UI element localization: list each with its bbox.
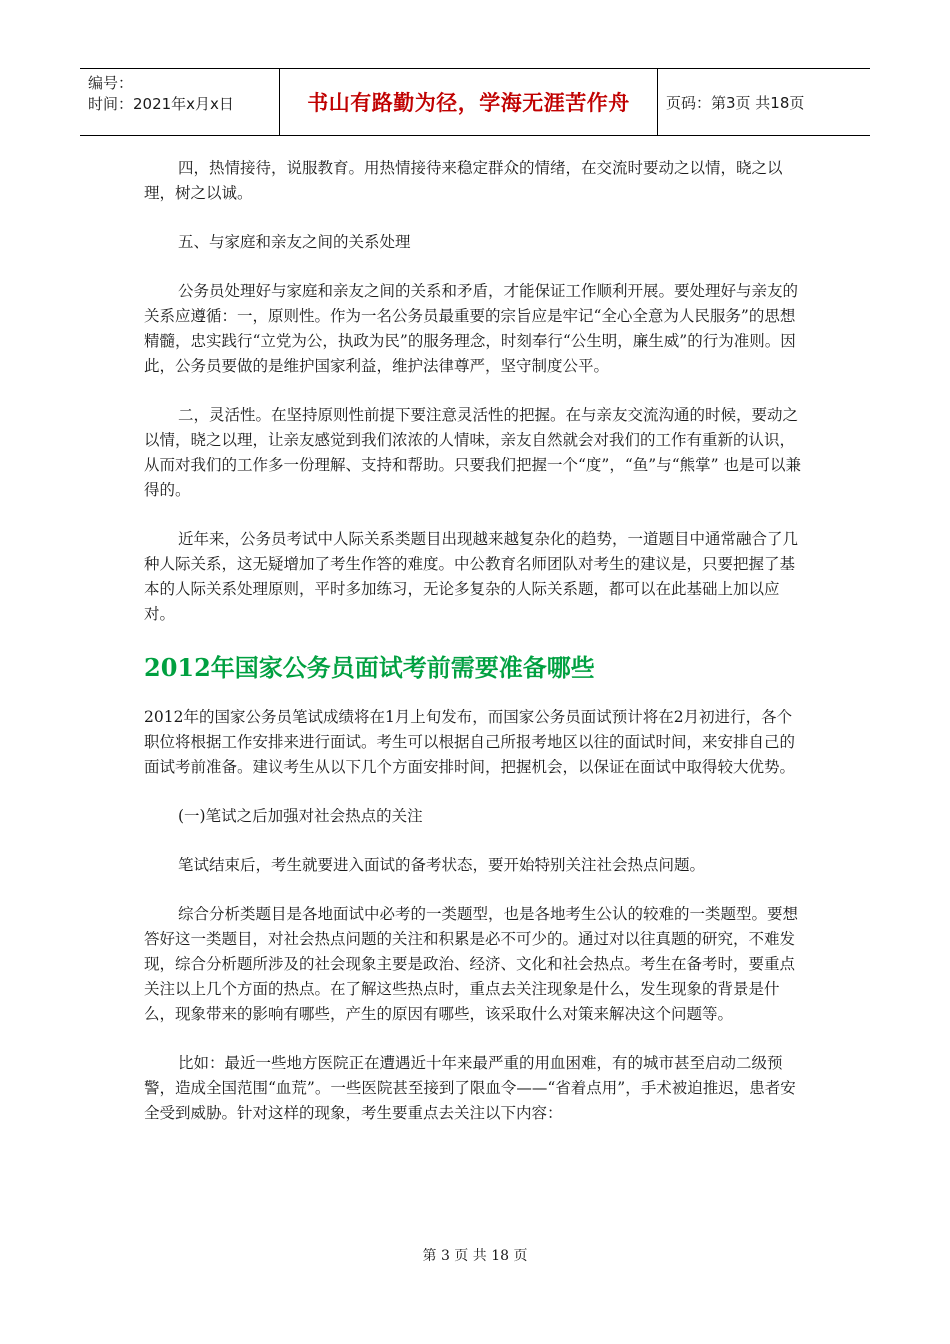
paragraph: 近年来，公务员考试中人际关系类题目出现越来越复杂化的趋势，一道题目中通常融合了几种人际关系，这无疑增加了考生作答的难度。中公教育名师团队对考生的建议是，只要把握了基本的人际关系处理原则，平时多加练习，无论多复杂的人际关系题，都可以在此基础上加以应对。: [144, 530, 799, 623]
number-label: 编号：: [88, 74, 134, 92]
header-motto: 书山有路勤为径，学海无涯苦作舟: [280, 69, 658, 135]
subheading: (一)笔试之后加强对社会热点的关注: [178, 807, 423, 825]
paragraph: 公务员处理好与家庭和亲友之间的关系和矛盾，才能保证工作顺利开展。要处理好与亲友的关系应遵循：一，原则性。作为一名公务员最重要的宗旨应是牢记“全心全意为人民服务”的思想精髓，忠实践行“立党为公，执政为民”的服务理念，时刻奉行“公生明，廉生威”的行为准则。因此，公务员要做的是维护国家利益，维护法律尊严，坚守制度公平。: [144, 282, 799, 375]
date-label: 时间：2021年x月x日: [88, 95, 234, 113]
page-footer: 第 3 页 共 18 页: [422, 1248, 528, 1264]
header-meta: [80, 69, 280, 135]
paragraph: 四，热情接待，说服教育。用热情接待来稳定群众的情绪，在交流时要动之以情，晓之以理，树之以诚。: [144, 159, 783, 202]
paragraph: 比如：最近一些地方医院正在遭遇近十年来最严重的用血困难，有的城市甚至启动二级预警，造成全国范围“血荒”。一些医院甚至接到了限血令——“省着点用”，手术被迫推迟，患者安全受到威胁。针对这样的现象，考生要重点去关注以下内容：: [144, 1054, 796, 1122]
subheading: 五、与家庭和亲友之间的关系处理: [178, 233, 411, 251]
document-header: [80, 68, 870, 136]
paragraph: 2012年的国家公务员笔试成绩将在1月上旬发布，而国家公务员面试预计将在2月初进行，各个职位将根据工作安排来进行面试。考生可以根据自己所报考地区以往的面试时间，来安排自己的面试考前准备。建议考生从以下几个方面安排时间，把握机会，以保证在面试中取得较大优势。: [144, 708, 796, 776]
paragraph: 笔试结束后，考生就要进入面试的备考状态，要开始特别关注社会热点问题。: [178, 856, 706, 874]
paragraph: 二，灵活性。在坚持原则性前提下要注意灵活性的把握。在与亲友交流沟通的时候，要动之以情，晓之以理，让亲友感觉到我们浓浓的人情味，亲友自然就会对我们的工作有重新的认识，从而对我们的工作多一份理解、支持和帮助。只要我们把握一个“度”，“鱼”与“熊掌” 也是可以兼得的。: [144, 406, 801, 499]
paragraph: 综合分析类题目是各地面试中必考的一类题型，也是各地考生公认的较难的一类题型。要想答好这一类题目，对社会热点问题的关注和积累是必不可少的。通过对以往真题的研究，不难发现，综合分析题所涉及的社会现象主要是政治、经济、文化和社会热点。考生在备考时，要重点关注以上几个方面的热点。在了解这些热点时，重点去关注现象是什么，发生现象的背景是什么，现象带来的影响有哪些，产生的原因有哪些，该采取什么对策来解决这个问题等。: [144, 905, 799, 1023]
document-body: [144, 156, 804, 1150]
header-page-info: 页码：第3页 共18页: [666, 93, 805, 112]
section-title: 2012年国家公务员面试考前需要准备哪些: [144, 653, 595, 682]
